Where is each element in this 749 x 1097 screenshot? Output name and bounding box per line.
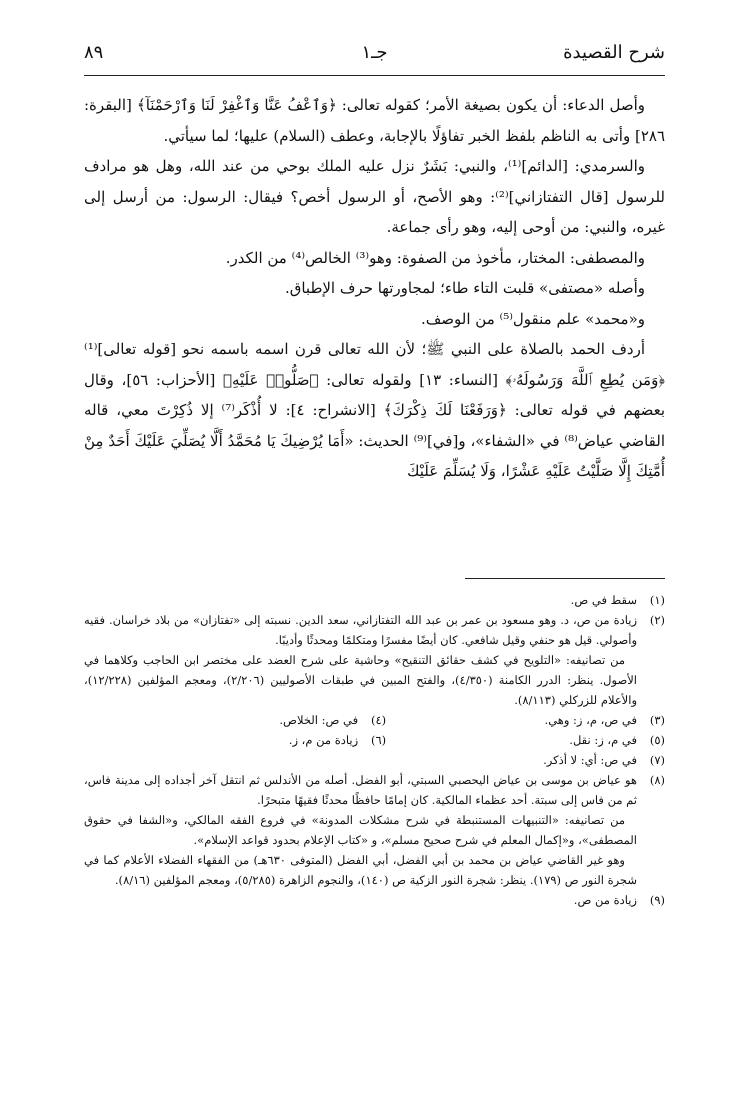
paragraph: وأصله «مصتفى» قلبت التاء طاء؛ لمجاورتها حرف الإطباق. bbox=[284, 279, 645, 297]
volume-number: جـ١ bbox=[361, 42, 388, 63]
footnote-number: (٦) bbox=[370, 733, 387, 747]
footnote-text: هو عياض بن موسى بن عياض اليحصبي السبتي، أبو الفضل. أصله من الأندلس ثم انتقل آخر أجداده إلى مدينة فاس، ثم من فاس إلى سبتة. أحد عظماء المالكية. كان إمامًا حافظًا محدثًا فقيهًا متبحرًا. bbox=[84, 773, 637, 807]
footnote-continuation: من تصانيفه: «التنبيهات المستنبطة في شرح مشكلات المدونة» في فروع الفقه المالكي، و«الشفا في حقوق المصطفى»، و«إكمال المعلم في شرح صحيح مسلم»، و «كتاب الإعلام بحدود قواعد الإسلام». bbox=[84, 813, 637, 847]
footnote bbox=[386, 730, 665, 750]
footnote-number: (٣) bbox=[649, 713, 665, 727]
footnote-continuation: من تصانيفه: «التلويح في كشف حقائق التنقيح» وحاشية على شرح العضد على مختصر ابن الحاجب وكلاهما في الأصول. ينظر: الدرر الكامنة (٤/٣٥٠)، والفتح المبين في طبقات الأصوليين (٢/٢٠٦)، ومعجم المؤلفين (١٢/٢٢٨)، والأعلام للزركلي (٨/١١٣). bbox=[84, 653, 637, 707]
footnote-number: (٨) bbox=[649, 773, 665, 787]
footnote-text: زيادة من ص، د. وهو مسعود بن عمر بن عبد الله التفتازاني، سعد الدين. نسبته إلى «تفتازان» من بلاد خراسان. فقيه وأصولي. قيل هو حنفي وقيل شافعي. كان أيضًا مفسرًا ومتكلمًا ومحدثًا وأديبًا. bbox=[84, 613, 637, 647]
footnote-text: في ص، م، ز: وهي. bbox=[544, 713, 637, 727]
footnote-number: (٩) bbox=[649, 893, 665, 907]
footnote bbox=[84, 770, 665, 810]
footnote-number: (٧) bbox=[649, 753, 665, 767]
footnote bbox=[84, 590, 665, 610]
footnote bbox=[386, 710, 665, 730]
running-header bbox=[84, 42, 665, 72]
footnote-number: (٢) bbox=[649, 613, 665, 627]
footnote-number: (٥) bbox=[649, 733, 665, 747]
footnote-text: في م، ز: نقل. bbox=[569, 733, 637, 747]
footnote-row bbox=[84, 710, 665, 730]
main-text bbox=[84, 90, 665, 570]
paragraph: وأصل الدعاء: أن يكون بصيغة الأمر؛ كقوله تعالى: ﴿وَٱعْفُ عَنَّا وَٱغْفِرْ لَنَا وَٱرْحَمْنَآ﴾ [البقرة: ٢٨٦] وأتى به الناظم بلفظ الخبر تفاؤلًا بالإجابة، وعطف (السلام) عليها؛ لما سيأتي. bbox=[84, 96, 665, 145]
footnote-continuation: وهو غير القاضي عياض بن محمد بن أبي الفضل، أبي الفضل (المتوفى ٦٣٠هـ) من الفقهاء الفضلاء الأعلام كما في شجرة النور ص (١٧٩). ينظر: شجرة النور الزكية ص (١٤٠)، والنجوم الزاهرة (٥/٢٨٥)، ومعجم المؤلفين (٨/١٦). bbox=[84, 853, 637, 887]
page-number: ٨٩ bbox=[84, 42, 104, 63]
footnote-text: في ص: الخلاص. bbox=[279, 713, 359, 727]
footnote bbox=[107, 710, 386, 730]
paragraph: و«محمد» علم منقول⁽⁵⁾ من الوصف. bbox=[421, 309, 645, 328]
footnote-number: (٤) bbox=[370, 713, 387, 727]
paragraph: أردف الحمد بالصلاة على النبي ﷺ؛ لأن الله تعالى قرن اسمه باسمه نحو [قوله تعالى]⁽¹⁾ ﴿وَمَن يُطِعِ ٱللَّهَ وَرَسُولَهُۥ﴾ [النساء: ١٣] ولقوله تعالى: ﴿صَلُّوا۟ عَلَيْهِ﴾ [الأحزاب: ٥٦]، وقال بعضهم في قوله تعالى: ﴿وَرَفَعْنَا لَكَ ذِكْرَكَ﴾ [الانشراح: ٤]: لا أُذْكَر⁽⁷⁾ إلا ذُكِرْتَ معي، قاله القاضي عياض⁽⁸⁾ في «الشفاء»، و[في]⁽⁹⁾ الحديث: «أَمَا يُرْضِيكَ يَا مُحَمَّدُ أَلَّا يُصَلِّيَ عَلَيْكَ أَحَدٌ مِنْ أُمَّتِكَ إِلَّا صَلَّيْتُ عَلَيْهِ عَشْرًا، وَلَا يُسَلِّمَ عَلَيْكَ bbox=[84, 340, 665, 480]
footnote-row bbox=[84, 730, 665, 750]
footnote-separator bbox=[465, 578, 665, 579]
footnote-text: سقط في ص. bbox=[570, 593, 637, 607]
footnote bbox=[84, 890, 665, 910]
footnote bbox=[107, 730, 386, 750]
paragraph: والمصطفى: المختار، مأخوذ من الصفوة: وهو⁽³⁾ الخالص⁽⁴⁾ من الكدر. bbox=[225, 248, 645, 267]
header-rule bbox=[84, 75, 665, 76]
paragraph: والسرمدي: [الدائم]⁽¹⁾، والنبي: بَشَرٌ نزل عليه الملك بوحي من عند الله، وهل هو مرادف للرسول [قال التفتازاني]⁽²⁾: وهو الأصح، أو الرسول أخص؟ فيقال: الرسول: من أرسل إلى غيره، والنبي: من أوحى إليه، وهو رأى جماعة. bbox=[84, 157, 665, 236]
footnote-text: زيادة من م، ز. bbox=[288, 733, 359, 747]
footnote-text: زيادة من ص. bbox=[573, 893, 637, 907]
footnote-text: في ص: أي: لا أذكر. bbox=[543, 753, 637, 767]
footnotes bbox=[84, 590, 665, 1090]
footnote-number: (١) bbox=[649, 593, 665, 607]
footnote bbox=[84, 610, 665, 650]
running-title: شرح القصيدة bbox=[563, 42, 665, 63]
footnote bbox=[84, 750, 665, 770]
